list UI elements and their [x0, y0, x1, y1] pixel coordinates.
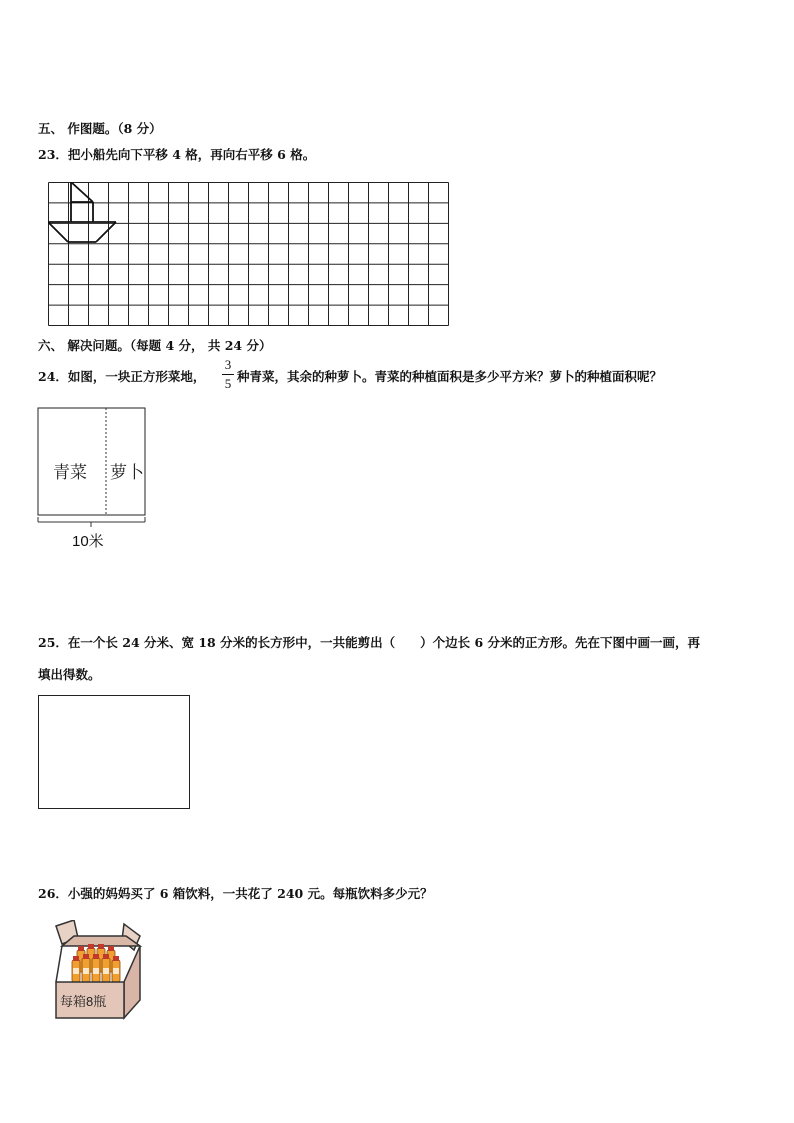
- section-heading-5: 五、 作图题。（8 分）: [38, 121, 162, 136]
- label-luobo: 萝卜: [110, 463, 144, 483]
- fraction-three-fifths: [222, 357, 234, 392]
- box-label-per-box: 每箱8瓶: [60, 994, 107, 1009]
- question-24-text-after: 种青菜，其余的种萝卜。青菜的种植面积是多少平方米？萝卜的种植面积呢？: [237, 369, 663, 384]
- bottle-group: [72, 944, 120, 982]
- fraction-denominator: 5: [224, 376, 232, 391]
- dimension-label: 10米: [72, 533, 104, 550]
- boat-grid: [48, 182, 450, 328]
- boat-shape: [48, 182, 116, 242]
- fraction-numerator: 3: [224, 357, 232, 372]
- drawing-rectangle[interactable]: [38, 695, 190, 809]
- label-qingcai: 青菜: [53, 463, 87, 483]
- question-25-line-2: 填出得数。: [38, 667, 101, 682]
- question-24-text-before: 24．如图，一块正方形菜地，: [38, 369, 206, 384]
- question-23-text: 23．把小船先向下平移 4 格，再向右平移 6 格。: [38, 147, 316, 162]
- question-26-text: 26．小强的妈妈买了 6 箱饮料，一共花了 240 元。每瓶饮料多少元？: [38, 886, 433, 901]
- section-heading-6: 六、 解决问题。（每题 4 分， 共 24 分）: [38, 338, 272, 353]
- question-25-line-1: 25．在一个长 24 分米、宽 18 分米的长方形中，一共能剪出（ ）个边长 6 分米的正方形。先在下图中画一画，再: [38, 635, 700, 650]
